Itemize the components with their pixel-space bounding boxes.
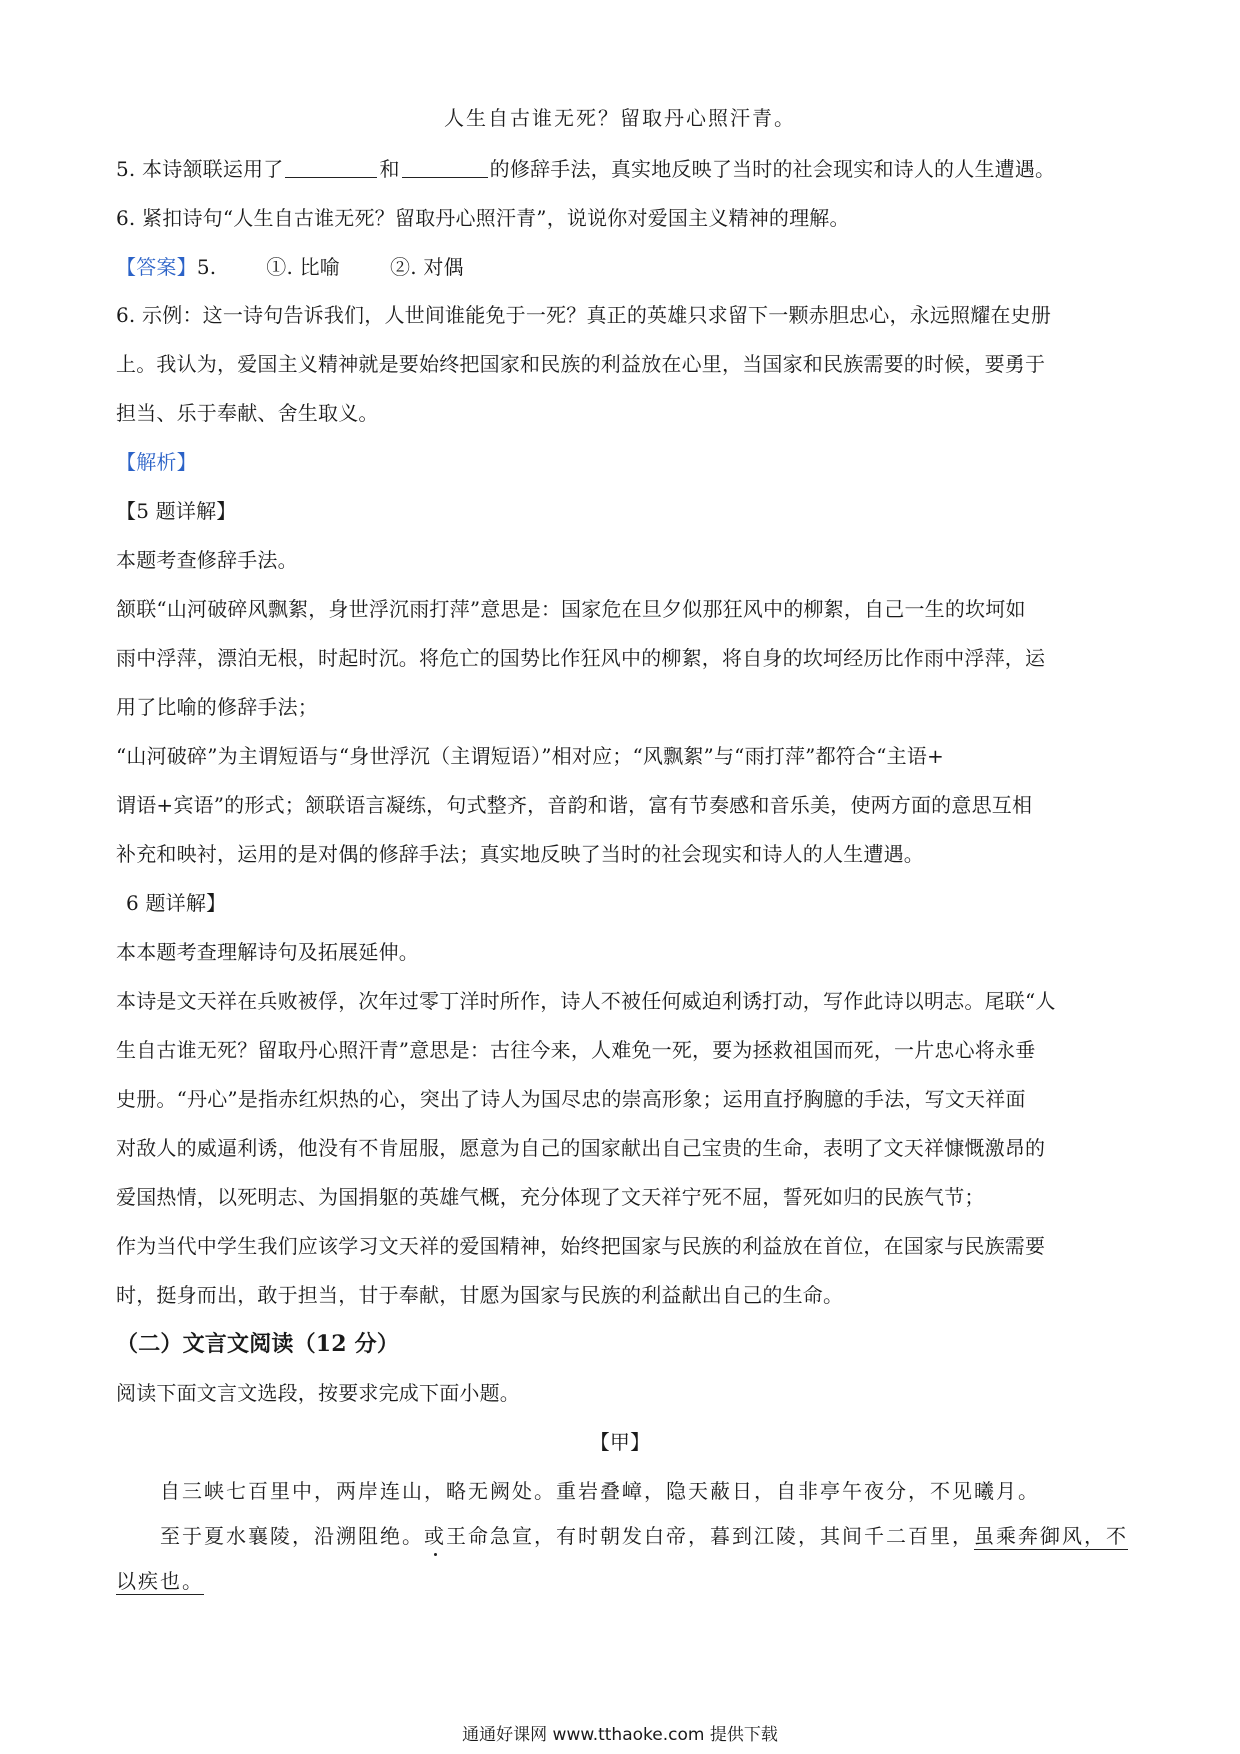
answer-blank-1 bbox=[285, 155, 377, 178]
section-2-title: （二）文言文阅读（12 分） bbox=[116, 1331, 400, 1357]
underlined-sentence-part-1: 虽乘奔御风，不 bbox=[974, 1524, 1128, 1548]
answer-number: 5. bbox=[196, 255, 217, 279]
answer-blank-2 bbox=[402, 155, 488, 178]
emphasis-dot-char: 或 bbox=[424, 1524, 446, 1548]
section-2-instruction: 阅读下面文言文选段，按要求完成下面小题。 bbox=[116, 1381, 520, 1405]
q6-detail-line-2: 本诗是文天祥在兵败被俘，次年过零丁洋时所作，诗人不被任何威迫利诱打动，写作此诗以明志。尾联“人 bbox=[116, 989, 1056, 1013]
q6-detail-line-6: 爱国热情，以死明志、为国捐躯的英雄气概，充分体现了文天祥宁死不屈，誓死如归的民族气节； bbox=[116, 1185, 985, 1209]
passage-paragraph-3 bbox=[116, 1567, 204, 1595]
q6-detail-line-5: 对敌人的威逼利诱，他没有不肯屈服，愿意为自己的国家献出自己宝贵的生命，表明了文天祥慷慨激昂的 bbox=[116, 1136, 1046, 1160]
analysis-label: 【解析】 bbox=[116, 450, 197, 474]
q5-detail-line-2: 颔联“山河破碎风飘絮，身世浮沉雨打萍”意思是：国家危在旦夕似那狂风中的柳絮，自己一生的坎坷如 bbox=[116, 597, 1026, 621]
answer-6-line-1: 6. 示例：这一诗句告诉我们，人世间谁能免于一死？真正的英雄只求留下一颗赤胆忠心，永远照耀在史册 bbox=[116, 303, 1052, 327]
q6-detail-title: 6 题详解】 bbox=[126, 891, 227, 915]
question-5-suffix: 的修辞手法，真实地反映了当时的社会现实和诗人的人生遭遇。 bbox=[489, 157, 1056, 181]
answer-line bbox=[116, 253, 464, 281]
q5-detail-line-3: 雨中浮萍，漂泊无根，时起时沉。将危亡的国势比作狂风中的柳絮，将自身的坎坷经历比作雨中浮萍，运 bbox=[116, 646, 1046, 670]
passage-jia-label: 【甲】 bbox=[589, 1430, 651, 1454]
passage-p2-part-a: 至于夏水襄陵，沿溯阻绝。 bbox=[160, 1524, 424, 1548]
q6-detail-line-8: 时，挺身而出，敢于担当，甘于奉献，甘愿为国家与民族的利益献出自己的生命。 bbox=[116, 1283, 844, 1307]
q6-detail-line-7: 作为当代中学生我们应该学习文天祥的爱国精神，始终把国家与民族的利益放在首位，在国家与民族需要 bbox=[116, 1234, 1046, 1258]
poem-last-line: 人生自古谁无死？留取丹心照汗青。 bbox=[444, 106, 796, 130]
question-5 bbox=[116, 155, 1055, 183]
answer-6-line-3: 担当、乐于奉献、舍生取义。 bbox=[116, 401, 379, 425]
q5-detail-line-6: 谓语+宾语”的形式；颔联语言凝练，句式整齐，音韵和谐，富有节奏感和音乐美，使两方面的意思互相 bbox=[116, 793, 1033, 817]
question-5-mid: 和 bbox=[379, 157, 400, 181]
question-5-prefix: 5. 本诗颔联运用了 bbox=[116, 157, 284, 181]
page-footer: 通通好课网 www.tthaoke.com 提供下载 bbox=[462, 1725, 778, 1745]
q6-detail-line-3: 生自古谁无死？留取丹心照汗青”意思是：古往今来，人难免一死，要为拯救祖国而死，一片忠心将永垂 bbox=[116, 1038, 1036, 1062]
passage-paragraph-2 bbox=[160, 1522, 1128, 1550]
question-6: 6. 紧扣诗句“人生自古谁无死？留取丹心照汗青”，说说你对爱国主义精神的理解。 bbox=[116, 206, 850, 230]
q5-detail-line-4: 用了比喻的修辞手法； bbox=[116, 695, 318, 719]
q6-detail-line-1: 本本题考查理解诗句及拓展延伸。 bbox=[116, 940, 419, 964]
q5-detail-title: 【5 题详解】 bbox=[116, 499, 237, 523]
q5-detail-line-7: 补充和映衬，运用的是对偶的修辞手法；真实地反映了当时的社会现实和诗人的人生遭遇。 bbox=[116, 842, 924, 866]
q6-detail-line-4: 史册。“丹心”是指赤红炽热的心，突出了诗人为国尽忠的崇高形象；运用直抒胸臆的手法，写文天祥面 bbox=[116, 1087, 1026, 1111]
underlined-sentence-part-2: 以疾也。 bbox=[116, 1569, 204, 1593]
q5-detail-line-5: “山河破碎”为主谓短语与“身世浮沉（主谓短语）”相对应；“风飘絮”与“雨打萍”都符合“主语+ bbox=[116, 744, 944, 768]
q5-detail-line-1: 本题考查修辞手法。 bbox=[116, 548, 298, 572]
answer-item-1: ①. 比喻 bbox=[266, 255, 341, 279]
passage-paragraph-1: 自三峡七百里中，两岸连山，略无阙处。重岩叠嶂，隐天蔽日，自非亭午夜分，不见曦月。 bbox=[160, 1479, 1040, 1503]
passage-p2-part-b: 王命急宣，有时朝发白帝，暮到江陵，其间千二百里， bbox=[446, 1524, 974, 1548]
answer-label: 【答案】 bbox=[116, 255, 197, 279]
answer-6-line-2: 上。我认为，爱国主义精神就是要始终把国家和民族的利益放在心里，当国家和民族需要的时候，要勇于 bbox=[116, 352, 1046, 376]
answer-item-2: ②. 对偶 bbox=[390, 255, 464, 279]
